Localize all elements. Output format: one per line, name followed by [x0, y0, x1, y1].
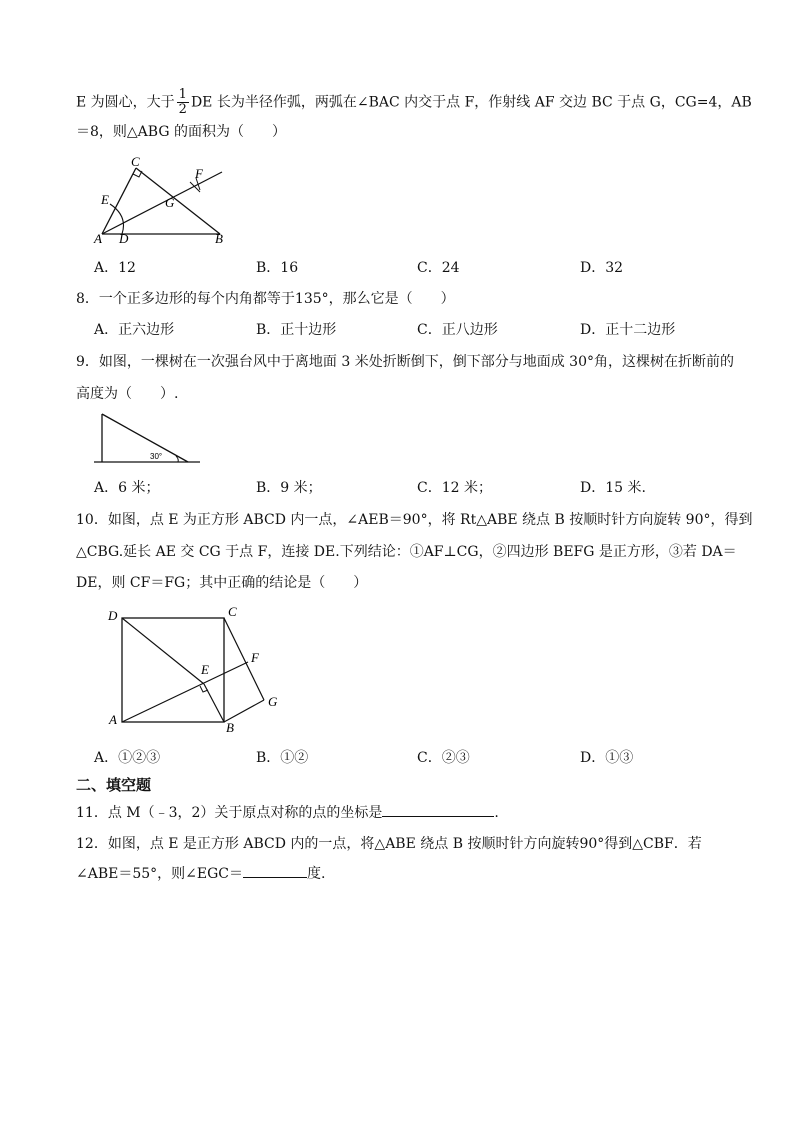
fraction-denominator: 2 [178, 102, 187, 117]
q7-option-a: A．12 [94, 260, 136, 276]
q10-option-a: A．①②③ [94, 750, 161, 766]
q10-line1: 10．如图，点 E 为正方形 ABCD 内一点，∠AEB＝90°，将 Rt△ABE 绕点 B 按顺时针方向旋转 90°，得到 [76, 512, 753, 528]
label-E: E [201, 662, 209, 677]
q8-option-b: B．正十边形 [256, 322, 337, 338]
q9-option-b: B．9 米； [256, 480, 322, 496]
q9-tree-figure [92, 410, 202, 466]
q12-line2-pre: ∠ABE＝55°，则∠EGC＝ [76, 866, 244, 882]
q9-line2: 高度为（ ）. [76, 386, 179, 402]
answer-blank[interactable] [382, 802, 494, 817]
q11-stem [76, 802, 499, 823]
q12-line1: 12．如图，点 E 是正方形 ABCD 内的一点，将△ABE 绕点 B 按顺时针方向旋转90°得到△CBF．若 [76, 836, 702, 852]
q10-option-c: C．②③ [417, 750, 470, 766]
label-F: F [195, 166, 203, 181]
q12-line2 [76, 863, 325, 884]
fraction-numerator: 1 [178, 87, 187, 102]
q7-line1 [76, 88, 752, 117]
label-A: A [109, 712, 117, 727]
q11-text: 11．点 M（﹣3，2）关于原点对称的点的坐标是 [76, 805, 383, 821]
q10-square-figure [104, 604, 294, 734]
q8-stem: 8．一个正多边形的每个内角都等于135°，那么它是（ ） [76, 291, 455, 307]
q7-line1-post: DE 长为半径作弧，两弧在∠BAC 内交于点 F，作射线 AF 交边 BC 于点 G，CG=4，AB [190, 94, 752, 111]
q8-option-d: D．正十二边形 [580, 322, 676, 338]
q9-option-d: D．15 米. [580, 480, 646, 496]
q9-line1: 9．如图，一棵树在一次强台风中于离地面 3 米处折断倒下，倒下部分与地面成 30°角，这棵树在折断前的 [76, 354, 734, 370]
q10-line3: DE，则 CF＝FG；其中正确的结论是（ ） [76, 575, 368, 591]
q9-option-a: A．6 米； [94, 480, 160, 496]
q7-option-c: C．24 [417, 260, 460, 276]
q8-option-c: C．正八边形 [417, 322, 498, 338]
label-E: E [101, 192, 109, 207]
label-F: F [251, 650, 259, 665]
q10-line2: △CBG.延长 AE 交 CG 于点 F，连接 DE.下列结论：①AF⊥CG，②四边形 BEFG 是正方形，③若 DA＝ [76, 544, 737, 560]
label-C: C [131, 154, 140, 169]
angle-label: 30° [150, 452, 163, 461]
label-G: G [165, 195, 175, 210]
label-D: D [108, 608, 118, 623]
q9-option-c: C．12 米； [417, 480, 492, 496]
q7-triangle-figure [92, 156, 232, 246]
section-heading: 二、填空题 [76, 776, 152, 794]
q7-option-b: B．16 [256, 260, 299, 276]
q7-option-d: D．32 [580, 260, 624, 276]
label-C: C [228, 604, 237, 619]
label-B: B [226, 720, 234, 735]
q7-line1-pre: E 为圆心，大于 [76, 94, 175, 111]
q8-option-a: A．正六边形 [94, 322, 175, 338]
label-B: B [215, 231, 223, 246]
label-D: D [119, 231, 129, 246]
q7-line2: ＝8，则△ABG 的面积为（ ） [76, 124, 286, 140]
half-fraction [177, 88, 189, 117]
label-A: A [94, 231, 102, 246]
answer-blank[interactable] [243, 863, 307, 878]
q10-option-d: D．①③ [580, 750, 634, 766]
label-G: G [268, 694, 278, 709]
q12-line2-post: 度. [307, 866, 326, 882]
q10-option-b: B．①② [256, 750, 309, 766]
q11-end: . [494, 805, 499, 821]
